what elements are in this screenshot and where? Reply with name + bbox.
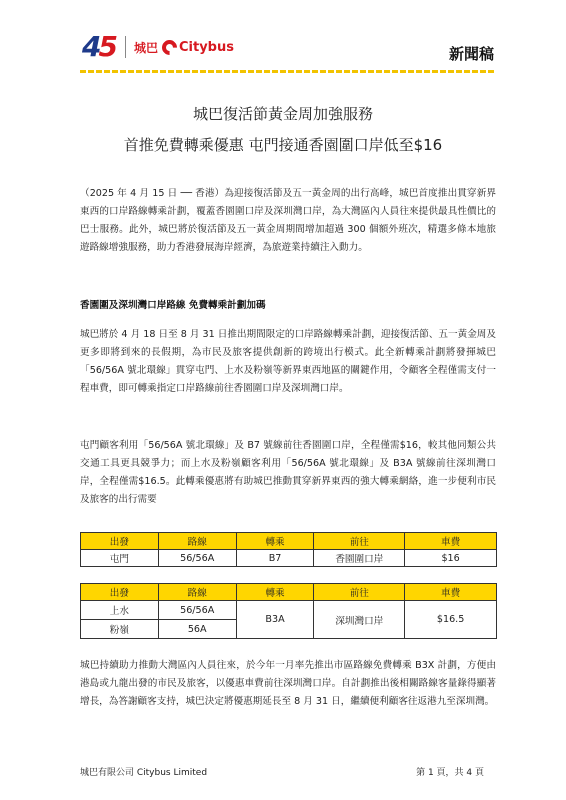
- body-paragraph-4: 城巴持續助力推動大灣區內人員往來，於今年一月率先推出市區路線免費轉乘 B3X 計劃，方便由港島或九龍出發的市民及旅客，以優惠車費前往深圳灣口岸。自計劃推出後相關路線客量錄得顯著增長，為答謝顧客支持，城巴決定將優惠期延長至 8 月 31 日，繼續便利顧客往返港九至深圳灣。: [80, 660, 496, 707]
- intro-paragraph: （2025 年 4 月 15 日 ── 香港）為迎接復活節及五一黃金周的出行高峰，城巴首度推出貫穿新界東西的口岸路線轉乘計劃，覆蓋香園圍口岸及深圳灣口岸，為大灣區內人員往來提供最具性價比的巴士服務。此外，城巴將於復活節及五一黃金周期間增加超過 300 個額外班次，精選多條本地旅遊路線增強服務，助力香港發展海岸經濟，為旅遊業持續注入動力。: [80, 188, 496, 253]
- logo-english-name: Citybus: [178, 39, 234, 55]
- header-transfer: 轉乘: [236, 533, 314, 550]
- header-origin: 出發: [81, 533, 159, 550]
- logo-digit-5: 5: [98, 30, 115, 63]
- body-paragraph-2: 城巴將於 4 月 18 日至 8 月 31 日推出期間限定的口岸路線轉乘計劃，迎接復活節、五一黃金周及更多即將到來的長假期，為市民及旅客提供創新的跨境出行模式。此全新轉乘計劃將發揮城巴「56/56A 號北環線」貫穿屯門、上水及粉嶺等新界東西地區的關鍵作用，令顧客全程僅需支付一程車費，即可轉乘指定口岸路線前往香園圍口岸及深圳灣口岸。: [80, 329, 496, 394]
- subheadline: 首推免費轉乘優惠 屯門接通香園圍口岸低至$16: [123, 136, 443, 154]
- footer-page-number: 第 1 頁，共 4 頁: [416, 768, 484, 778]
- cell-transfer: B3A: [236, 601, 314, 639]
- logo-digit-4: 4: [82, 30, 99, 63]
- header-route: 路線: [158, 533, 236, 550]
- page-header: [0, 0, 566, 80]
- logo-45-mark: [82, 30, 115, 63]
- headline: 城巴復活節黃金周加強服務: [192, 105, 373, 123]
- fare-table-tuen-mun: [80, 532, 497, 567]
- table-header-row: [81, 533, 497, 550]
- cell-route: 56A: [158, 620, 236, 639]
- header-origin: 出發: [81, 584, 159, 601]
- body-paragraph-3: 屯門顧客利用「56/56A 號北環線」及 B7 號線前往香園圍口岸，全程僅需$16，較其他同類公共交通工具更具競爭力；而上水及粉嶺顧客利用「56/56A 號北環線」及 B3A 號線前往深圳灣口岸，全程僅需$16.5。此轉乘優惠將有助城巴推動貫穿新界東西的強大轉乘網絡，進一步便利市民及旅客的出行需要: [80, 440, 496, 505]
- header-divider: [80, 70, 496, 73]
- cell-transfer: B7: [236, 550, 314, 567]
- logo-chinese-name: 城巴: [133, 40, 158, 55]
- cell-origin: 粉嶺: [81, 620, 159, 639]
- table-row: [81, 550, 497, 567]
- logo-divider: [125, 36, 126, 58]
- header-destination: 前往: [314, 533, 405, 550]
- footer-company: 城巴有限公司 Citybus Limited: [80, 768, 208, 778]
- section-heading: 香園圍及深圳灣口岸路線 免費轉乘計劃加碼: [80, 300, 266, 311]
- cell-destination: 香園圍口岸: [314, 550, 405, 567]
- cell-route: 56/56A: [158, 601, 236, 620]
- cell-origin: 上水: [81, 601, 159, 620]
- cell-route: 56/56A: [158, 550, 236, 567]
- citybus-logo: [82, 30, 234, 64]
- header-fare: 車費: [405, 584, 497, 601]
- document-type: 新聞稿: [448, 45, 494, 63]
- table-row: [81, 601, 497, 620]
- cell-fare: $16.5: [405, 601, 497, 639]
- header-route: 路線: [158, 584, 236, 601]
- header-fare: 車費: [405, 533, 497, 550]
- header-destination: 前往: [314, 584, 405, 601]
- cell-fare: $16: [405, 550, 497, 567]
- citybus-c-icon: [159, 36, 180, 57]
- table-header-row: [81, 584, 497, 601]
- header-transfer: 轉乘: [236, 584, 314, 601]
- cell-origin: 屯門: [81, 550, 159, 567]
- fare-table-north-district: [80, 583, 497, 639]
- cell-destination: 深圳灣口岸: [314, 601, 405, 639]
